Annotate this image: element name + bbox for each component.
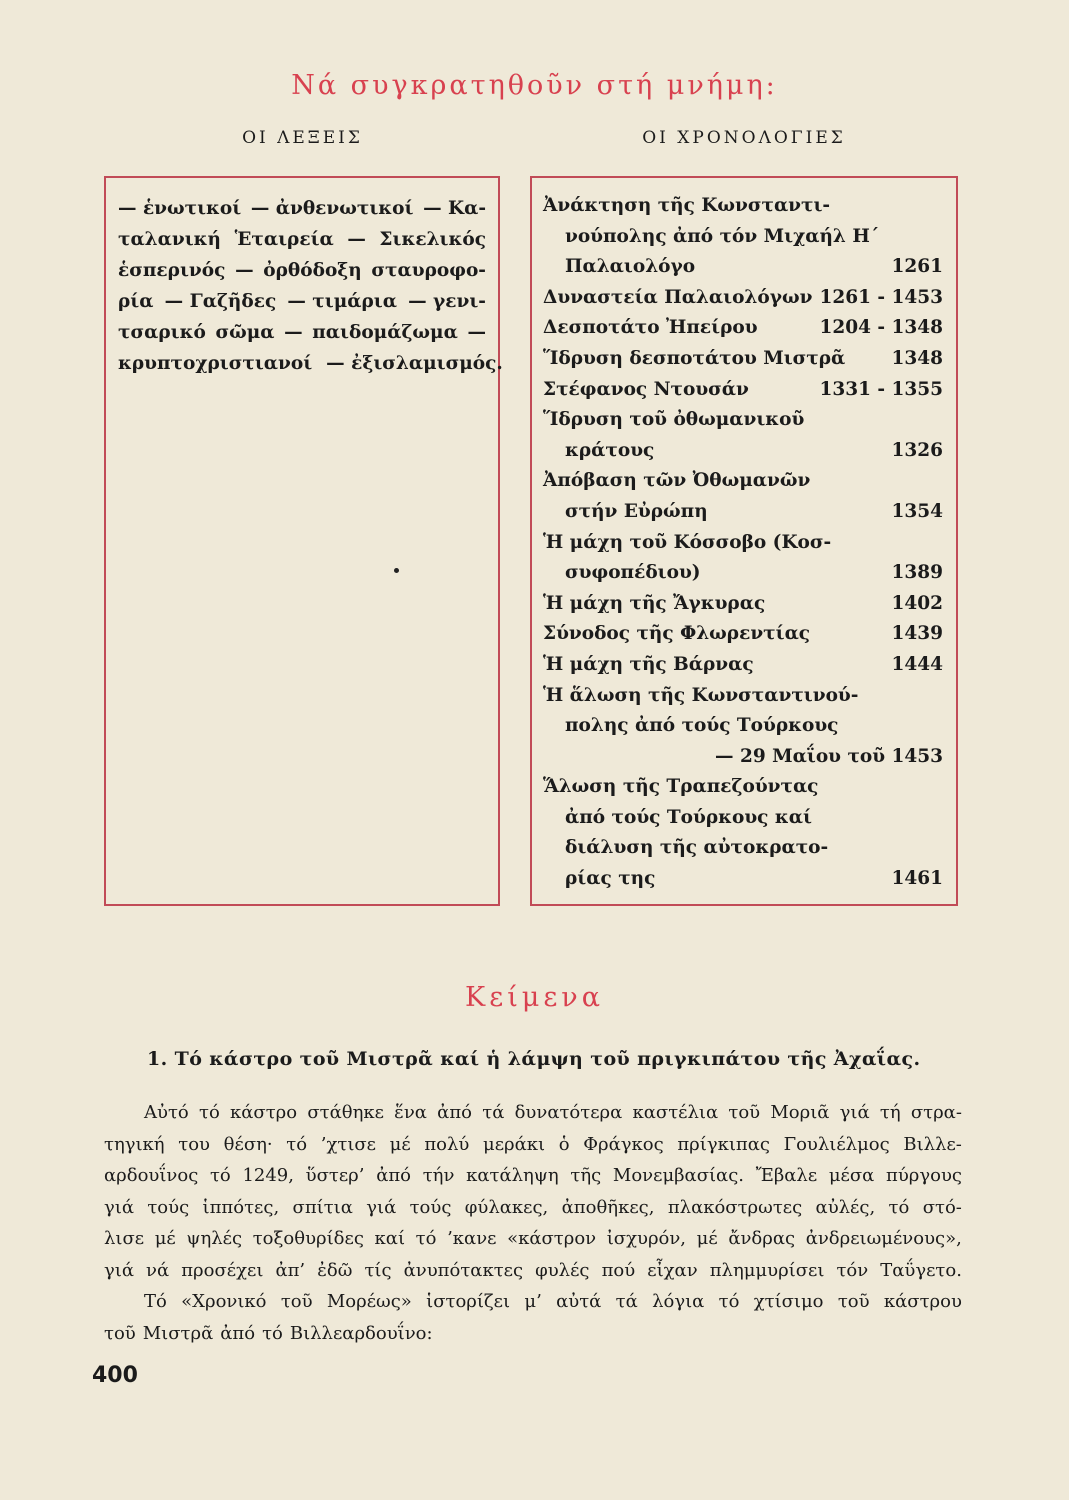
- word: μέσα: [828, 1165, 875, 1186]
- date-entry: Δεσποτάτο Ἠπείρου 1204 - 1348: [543, 317, 943, 339]
- date-entry: νούπολης ἀπό τόν Μιχαήλ Η΄: [565, 225, 880, 247]
- word: τοῦ: [104, 1322, 136, 1344]
- word: του: [178, 1133, 210, 1155]
- date-entry: ρίας της 1461: [565, 868, 943, 890]
- section-title: Κείμενα: [465, 982, 604, 1013]
- date-entry: Δυναστεία Παλαιολόγων 1261 - 1453: [543, 286, 943, 308]
- text-line: [104, 1129, 962, 1161]
- word: τηγική: [104, 1133, 165, 1155]
- word: τούς: [147, 1196, 190, 1218]
- word: τό: [415, 1228, 437, 1249]
- word: μεράκι: [483, 1133, 546, 1155]
- word: τό: [888, 1196, 910, 1218]
- date-entry: Ἡ μάχη τῆς Ἄγκυρας 1402: [543, 592, 943, 614]
- word: τό: [718, 1291, 740, 1312]
- word: ἀνδρειωμένους»,: [805, 1228, 962, 1249]
- word: τά: [615, 1291, 638, 1312]
- word: τοῦ: [280, 1291, 313, 1312]
- word: «κάστρον: [507, 1228, 597, 1249]
- date-entry: Ἵδρυση δεσποτάτου Μιστρᾶ 1348: [543, 347, 943, 369]
- ink-speck: [394, 568, 399, 573]
- date-entry: Ἅλωση τῆς Τραπεζούντας: [543, 776, 819, 798]
- word: θέση·: [223, 1133, 273, 1155]
- word: Φράγκος: [583, 1133, 664, 1155]
- word: ἀνυπότακτες: [403, 1259, 524, 1281]
- date-entry: Στέφανος Ντουσάν 1331 - 1355: [543, 378, 943, 400]
- word: τοῦ: [728, 1102, 761, 1123]
- word: Μοριᾶ: [770, 1102, 830, 1123]
- word: Τό: [144, 1291, 167, 1312]
- word: ἱππότες,: [202, 1196, 280, 1218]
- dates-column-header: ΟΙ ΧΡΟΝΟΛΟΓΙΕΣ: [642, 128, 846, 148]
- date-entry: Παλαιολόγο 1261: [565, 256, 943, 278]
- date-entry: διάλυση τῆς αὐτοκρατο-: [565, 837, 829, 859]
- date-entry: συφοπέδιου) 1389: [565, 562, 943, 584]
- word: λόγια: [652, 1291, 705, 1312]
- word: τό: [286, 1133, 308, 1155]
- page-number: 400: [92, 1363, 138, 1388]
- word: προσέχει: [181, 1259, 264, 1281]
- word: ἰσχυρόν,: [606, 1228, 687, 1249]
- date-entry: στήν Εὐρώπη 1354: [565, 500, 943, 522]
- word: κατάληψη: [466, 1165, 559, 1186]
- word: ’χτισε: [320, 1133, 376, 1155]
- word: στό-: [922, 1196, 962, 1218]
- words-list: [118, 193, 503, 379]
- word: δυνατότερα: [514, 1102, 623, 1123]
- word: αὐλές,: [815, 1196, 876, 1218]
- word: τόν: [836, 1259, 869, 1281]
- word: τό: [209, 1165, 231, 1186]
- word: νά: [146, 1259, 170, 1281]
- word: τοῦ: [837, 1291, 870, 1312]
- date-entry: κράτους 1326: [565, 439, 943, 461]
- date-entry: — 29 Μαΐου τοῦ 1453: [715, 745, 943, 767]
- word: τήν: [422, 1165, 455, 1186]
- word: αρδουΐνος: [104, 1165, 199, 1186]
- text-heading: 1. Τό κάστρο τοῦ Μιστρᾶ καί ἡ λάμψη τοῦ πριγκιπάτου τῆς Ἀχαΐας.: [147, 1048, 921, 1070]
- word: Μιστρᾶ: [142, 1322, 214, 1344]
- word: Βιλλεαρδουΐνο:: [289, 1322, 433, 1344]
- text-line: [104, 1255, 962, 1287]
- word: ἀπό: [376, 1165, 412, 1186]
- date-entry: Ἡ ἅλωση τῆς Κωνσταντινού-: [543, 684, 859, 706]
- words-column-header: ΟΙ ΛΕΞΕΙΣ: [242, 128, 363, 148]
- word: ἱστορίζει: [426, 1291, 511, 1312]
- word: πύργους: [886, 1165, 962, 1186]
- word: «Χρονικό: [181, 1291, 267, 1312]
- dates-list: [543, 191, 943, 895]
- word: μέ: [389, 1133, 411, 1155]
- word: φύλακες,: [464, 1196, 549, 1218]
- date-entry: πολης ἀπό τούς Τούρκους: [565, 715, 839, 737]
- word: κάστρου: [883, 1291, 962, 1312]
- word: χτίσιμο: [753, 1291, 824, 1312]
- words-line: τσαρικό σῶμα — παιδομάζωμα —: [118, 322, 486, 343]
- word: πλημμυρίσει: [709, 1259, 825, 1281]
- text-line: [104, 1097, 962, 1129]
- text-line: [104, 1318, 962, 1350]
- word: ὁ: [558, 1133, 570, 1155]
- word: μέ: [154, 1228, 176, 1249]
- word: ἀπ’: [275, 1259, 306, 1281]
- word: ’κανε: [447, 1228, 497, 1249]
- word: ἀπό: [220, 1322, 256, 1344]
- word: στρα-: [910, 1102, 962, 1123]
- word: εἶχαν: [647, 1259, 698, 1281]
- word: πού: [601, 1259, 636, 1281]
- date-entry: ἀπό τούς Τούρκους καί: [565, 806, 812, 828]
- word: τοξοθυρίδες: [252, 1228, 364, 1249]
- word: γιά: [366, 1196, 397, 1218]
- text-line: [104, 1160, 962, 1192]
- word: λισε: [104, 1228, 145, 1249]
- word: τή: [879, 1102, 901, 1123]
- word: ψηλές: [186, 1228, 243, 1249]
- words-line: — ἑνωτικοί — ἀνθενωτικοί — Κα-: [118, 198, 486, 219]
- word: αὐτά: [556, 1291, 602, 1312]
- text-line: [104, 1223, 962, 1255]
- date-entry: Σύνοδος τῆς Φλωρεντίας 1439: [543, 623, 943, 645]
- word: Μονεμβασίας.: [612, 1165, 745, 1186]
- word: ἕνα: [394, 1102, 427, 1123]
- word: ἀποθῆκες,: [561, 1196, 655, 1218]
- word: πλακόστρωτες: [667, 1196, 803, 1218]
- word: καστέλια: [632, 1102, 719, 1123]
- word: φυλές: [535, 1259, 590, 1281]
- word: τό: [262, 1322, 283, 1344]
- word: σπίτια: [292, 1196, 353, 1218]
- word: τά: [482, 1102, 505, 1123]
- body-text: [104, 1097, 962, 1349]
- word: πρίγκιπας: [677, 1133, 770, 1155]
- date-entry: Ἵδρυση τοῦ ὀθωμανικοῦ: [543, 409, 805, 431]
- word: τῆς: [570, 1165, 602, 1186]
- word: κάστρο: [230, 1102, 298, 1123]
- word: Μορέως»: [326, 1291, 412, 1312]
- word: μ’: [524, 1291, 542, 1312]
- word: ἐδῶ: [317, 1259, 353, 1281]
- date-entry: Ἀπόβαση τῶν Ὀθωμανῶν: [543, 470, 811, 492]
- word: ὕστερ’: [305, 1165, 365, 1186]
- word: Αὐτό: [144, 1102, 189, 1123]
- words-line: κρυπτοχριστιανοί — ἐξισλαμισμός.: [118, 353, 503, 374]
- word: Ἔβαλε: [755, 1165, 818, 1186]
- words-line: ρία — Γαζῆδες — τιμάρια — γενι-: [118, 291, 486, 312]
- text-line: [104, 1192, 962, 1224]
- word: τό: [198, 1102, 220, 1123]
- word: γιά: [104, 1196, 134, 1218]
- page-title: Νά συγκρατηθοῦν στή μνήμη:: [291, 70, 778, 101]
- date-entry: Ἡ μάχη τοῦ Κόσσοβο (Κοσ-: [543, 531, 832, 553]
- word: ἄνδρας: [728, 1228, 796, 1249]
- words-line: ἑσπερινός — ὀρθόδοξη σταυροφο-: [118, 260, 486, 281]
- word: γιά: [104, 1259, 134, 1281]
- word: καί: [374, 1228, 406, 1249]
- word: Βιλλε-: [903, 1133, 962, 1155]
- word: μέ: [696, 1228, 718, 1249]
- date-entry: Ἀνάκτηση τῆς Κωνσταντι-: [543, 195, 831, 216]
- word: τούς: [409, 1196, 452, 1218]
- word: ἀπό: [437, 1102, 472, 1123]
- word: στάθηκε: [307, 1102, 384, 1123]
- word: πολύ: [424, 1133, 470, 1155]
- word: 1249,: [242, 1165, 294, 1186]
- date-entry: Ἡ μάχη τῆς Βάρνας 1444: [543, 653, 943, 675]
- text-line: [104, 1286, 962, 1318]
- word: Γουλιέλμος: [783, 1133, 890, 1155]
- word: Ταΰγετο.: [880, 1259, 962, 1281]
- word: τίς: [364, 1259, 392, 1281]
- word: γιά: [839, 1102, 870, 1123]
- words-line: ταλανική Ἑταιρεία — Σικελικός: [118, 229, 486, 250]
